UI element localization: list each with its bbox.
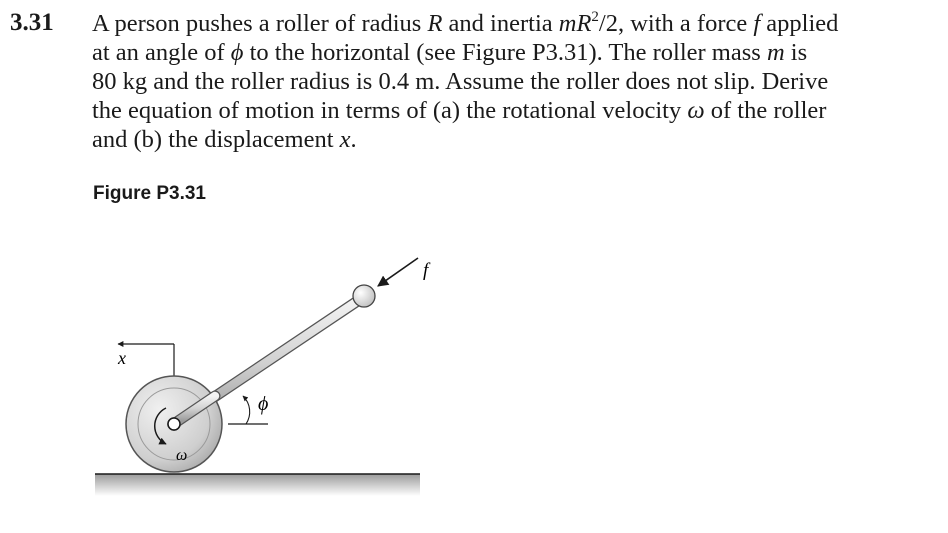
problem-line-1: A person pushes a roller of radius R and inertia $mR^2/2$, with a force f applied xyxy=(92,9,839,37)
problem-line-2: at an angle of ϕ to the horizontal (see Figure P3.31). The roller mass m is xyxy=(92,39,808,66)
phi-label: ϕ xyxy=(258,393,269,415)
omega-label: ω xyxy=(176,447,188,464)
figure-caption: Figure P3.31 xyxy=(93,183,206,204)
problem-line-4: the equation of motion in terms of (a) the rotational velocity ω of the roller xyxy=(92,97,827,124)
ground-shading xyxy=(95,474,420,496)
f-label: f xyxy=(423,260,429,281)
force-arrow xyxy=(378,258,418,286)
problem-number: 3.31 xyxy=(10,9,54,36)
problem-line-5: and (b) the displacement x. xyxy=(92,126,357,153)
handle-knob xyxy=(353,285,375,307)
x-label: x xyxy=(118,348,126,368)
problem-line-3: 80 kg and the roller radius is 0.4 m. Assume the roller does not slip. Derive xyxy=(92,68,829,95)
angle-arc xyxy=(243,396,250,424)
